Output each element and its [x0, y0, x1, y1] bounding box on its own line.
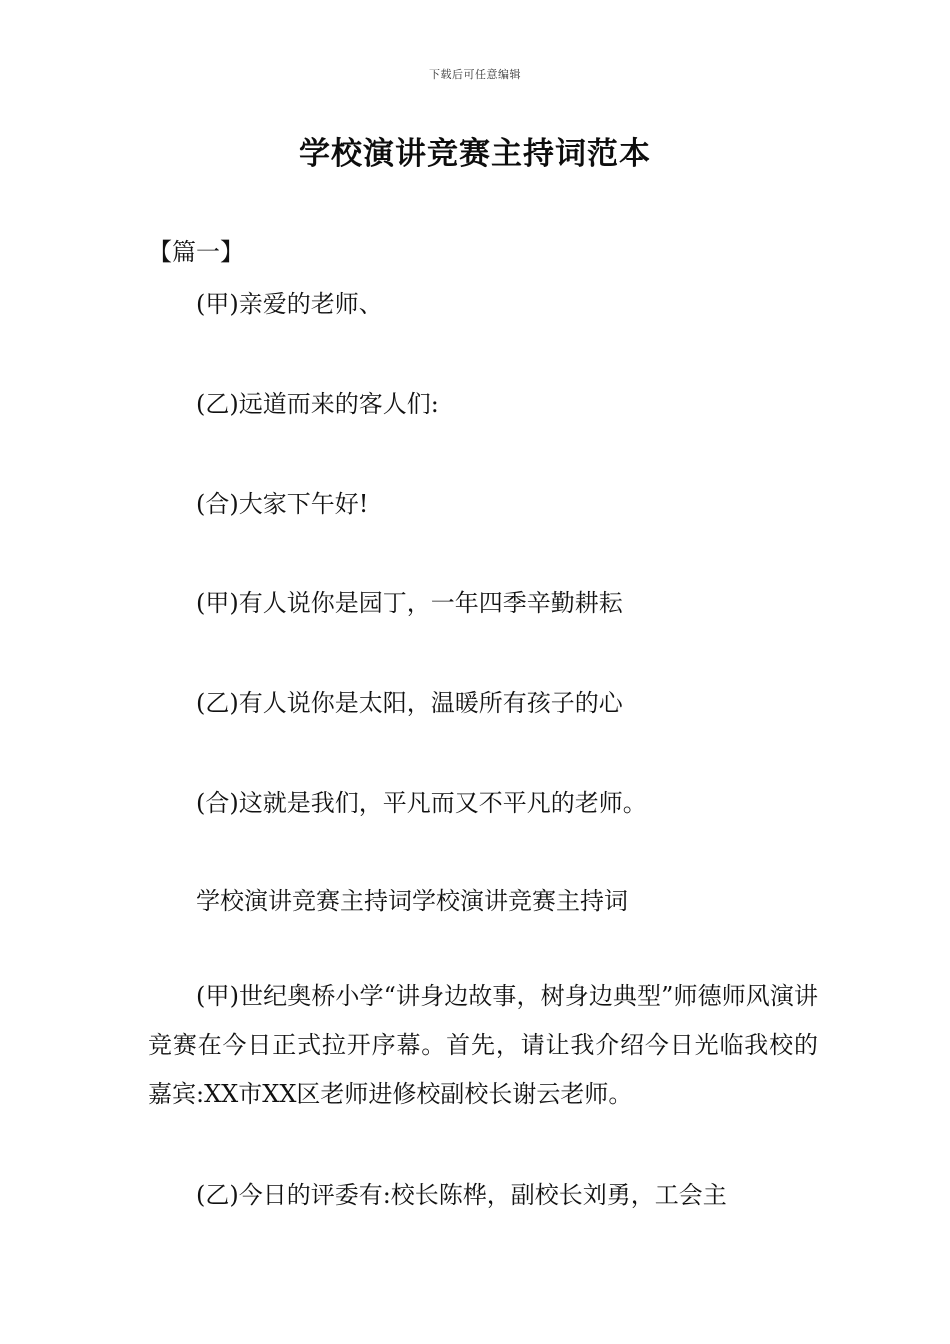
- subheading-line: 学校演讲竞赛主持词学校演讲竞赛主持词: [196, 887, 628, 915]
- dialogue-line: (甲)亲爱的老师、: [196, 290, 383, 318]
- page-title: 学校演讲竞赛主持词范本: [299, 136, 651, 172]
- body-paragraph: (甲)世纪奥桥小学“讲身边故事，树身边典型”师德师风演讲竞赛在今日正式拉开序幕。首先，请让我介绍今日光临我校的嘉宾:XX市XX区老师进修校副校长谢云老师。: [148, 982, 818, 1108]
- dialogue-line: (合)大家下午好!: [196, 490, 369, 518]
- dialogue-line: (合)这就是我们，平凡而又不平凡的老师。: [196, 789, 647, 817]
- dialogue-line: (乙)远道而来的客人们:: [196, 390, 439, 418]
- body-paragraph: (乙)今日的评委有:校长陈桦，副校长刘勇，工会主: [196, 1181, 727, 1209]
- dialogue-line: (甲)有人说你是园丁，一年四季辛勤耕耘: [196, 589, 623, 617]
- section-label: 【篇一】: [148, 238, 244, 266]
- dialogue-line: (乙)有人说你是太阳，温暖所有孩子的心: [196, 689, 623, 717]
- header-note: 下载后可任意编辑: [429, 68, 521, 81]
